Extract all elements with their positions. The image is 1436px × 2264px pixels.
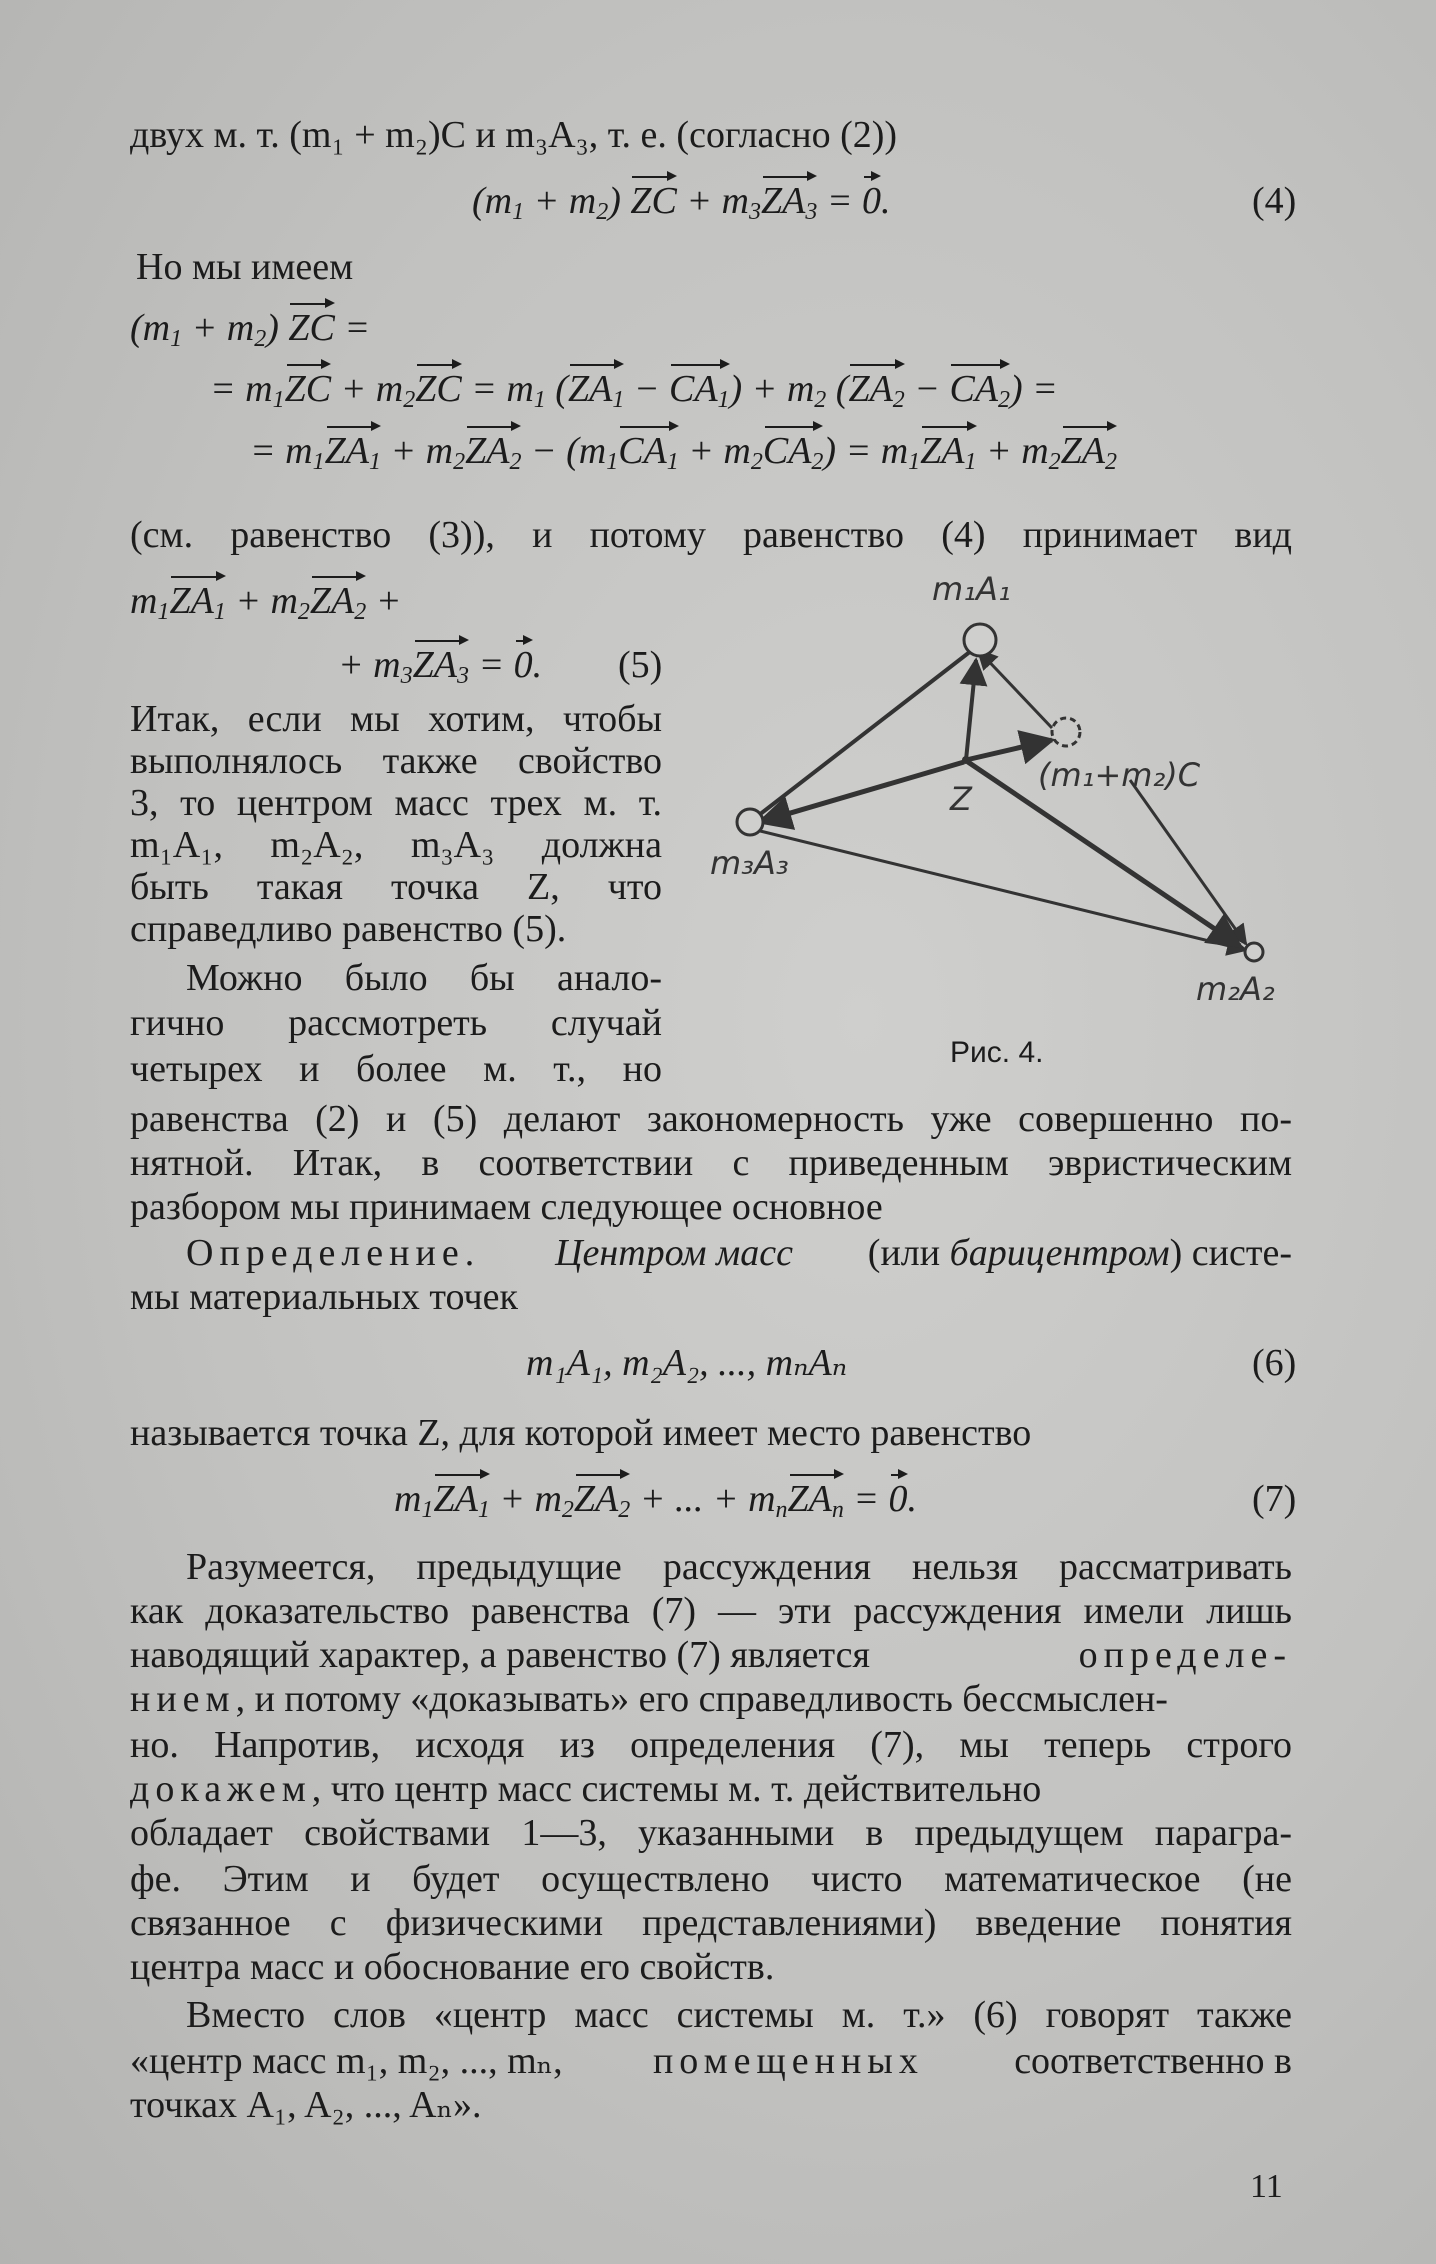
text-r5: но. Напротив, исходя из определения (7), мы теперь строго: [130, 1724, 1292, 1766]
page-number: 11: [1250, 2168, 1283, 2205]
derivation-line-3: = $m_1ZA_1 + m_2ZA_2 - (m_1CA_1 + m_2CA_2) = m_1ZA_1 + m_2ZA_2$: [250, 430, 1117, 475]
left-text-6: справедливо равенство (5).: [130, 908, 567, 950]
left-text-8: гично рассмотреть случай: [130, 1002, 662, 1044]
text-p2: нятной. Итак, в соответствии с приведенным эвристическим: [130, 1142, 1292, 1184]
text-r3: [130, 1632, 1292, 1678]
definition-term-2: барицентром: [949, 1232, 1170, 1274]
text-v3: точках A₁, A₂, ..., Aₙ».: [130, 2084, 482, 2126]
left-text-4: m₁A₁, m₂A₂, m₃A₃ должна: [130, 824, 662, 866]
definition-word: Определение.: [186, 1232, 481, 1274]
text-v2: [130, 2038, 1292, 2084]
vector-z-a1: [966, 660, 976, 760]
text-r4-a: нием: [130, 1678, 236, 1720]
equation-5-part-1: $m_1ZA_1 + m_2ZA_2$ +: [130, 580, 402, 625]
equation-5-part-2: + $m_3ZA_3 = 0$.: [338, 644, 543, 689]
definition-end: ) систе-: [1169, 1232, 1292, 1274]
equation-6-number: (6): [1252, 1342, 1297, 1384]
text-p1: равенства (2) и (5) делают закономерность уже совершенно по-: [130, 1098, 1292, 1140]
derivation-line-2: = $m_1ZC + m_2ZC = m_1$ $(ZA_1 - CA_1) + m_2$ $(ZA_2 - CA_2)$ =: [210, 368, 1058, 413]
edge-a1-c: [978, 650, 1052, 728]
text-r9: связанное с физическими представлениями) введение понятия: [130, 1902, 1292, 1944]
point-a2: [1245, 943, 1263, 961]
text-r3-a: наводящий характер, а равенство (7) является: [130, 1634, 870, 1676]
text-v1: Вместо слов «центр масс системы м. т.» (6) говорят также: [186, 1994, 1292, 2036]
text-r6-b: , что центр масс системы м. т. действительно: [311, 1768, 1042, 1810]
left-text-5: быть такая точка Z, что: [130, 866, 662, 908]
equation-7: $m_1ZA_1 + m_2ZA_2$ + ... + $m_nZA_n = 0$.: [394, 1478, 918, 1523]
definition-line-2: мы материальных точек: [130, 1276, 518, 1318]
text-r6-a: докажем: [130, 1768, 312, 1810]
equation-7-number: (7): [1252, 1478, 1297, 1520]
text-r1: Разумеется, предыдущие рассуждения нельзя рассматривать: [186, 1546, 1292, 1588]
left-text-1: Итак, если мы хотим, чтобы: [130, 698, 662, 740]
left-text-9: четырех и более м. т., но: [130, 1048, 662, 1090]
text-r4: [130, 1676, 1292, 1722]
text-v2-c: соответственно в: [1014, 2040, 1292, 2082]
text-v2-b: помещенных: [652, 2040, 924, 2082]
text-v2-a: «центр масс m₁, m₂, ..., mₙ,: [130, 2040, 563, 2082]
edge-a3-a2: [756, 830, 1246, 950]
left-text-3: 3, то центром масс трех м. т.: [130, 782, 662, 824]
equation-4: $(m_1 + m_2)$ ZC + $m_3ZA_3 = 0$.: [472, 180, 891, 225]
text-r8: фе. Этим и будет осуществлено чисто математическое (не: [130, 1858, 1292, 1900]
left-text-2: выполнялось также свойство: [130, 740, 662, 782]
text-r6: [130, 1766, 1292, 1812]
figure-4: [680, 560, 1320, 1020]
text-r10: центра масс и обоснование его свойств.: [130, 1946, 775, 1988]
text-r3-b: определе-: [1078, 1634, 1292, 1676]
text-r7: обладает свойствами 1—3, указанными в предыдущем парагра-: [130, 1812, 1292, 1854]
label-m1a1: m₁A₁: [932, 570, 1011, 608]
label-c: (m₁+m₂)C: [1038, 756, 1201, 794]
text-line-see: (см. равенство (3)), и потому равенство (4) принимает вид: [130, 514, 1292, 556]
label-z: Z: [950, 780, 972, 818]
text-line-have: Но мы имеем: [136, 246, 354, 288]
point-a3: [737, 809, 763, 835]
text-p3: разбором мы принимаем следующее основное: [130, 1186, 883, 1228]
text-line-1: двух м. т. (m₁ + m₂)C и m₃A₃, т. е. (согласно (2)): [130, 114, 898, 156]
text-named: называется точка Z, для которой имеет место равенство: [130, 1412, 1032, 1454]
figure-caption: Рис. 4.: [950, 1036, 1044, 1069]
text-r2: как доказательство равенства (7) — эти рассуждения имели лишь: [130, 1590, 1292, 1632]
label-m2a2: m₂A₂: [1196, 970, 1275, 1008]
point-c: [1052, 718, 1080, 746]
equation-5-number: (5): [618, 644, 663, 686]
point-a1: [964, 624, 996, 656]
derivation-line-1: $(m_1 + m_2)$ ZC =: [130, 307, 371, 352]
left-text-7: Можно было бы анало-: [186, 957, 662, 999]
definition-line-1: [186, 1230, 1292, 1276]
text-r4-b: , и потому «доказывать» его справедливость бессмыслен-: [235, 1678, 1168, 1720]
point-z: [962, 756, 970, 764]
definition-mid: (или: [867, 1232, 941, 1274]
equation-6: m₁A₁, m₂A₂, ..., mₙAₙ: [526, 1342, 848, 1384]
equation-4-number: (4): [1252, 180, 1297, 222]
definition-term-1: Центром масс: [555, 1232, 793, 1274]
label-m3a3: m₃A₃: [710, 844, 789, 882]
edge-a3-a1: [750, 644, 980, 822]
edge-c-a2: [1130, 780, 1246, 944]
